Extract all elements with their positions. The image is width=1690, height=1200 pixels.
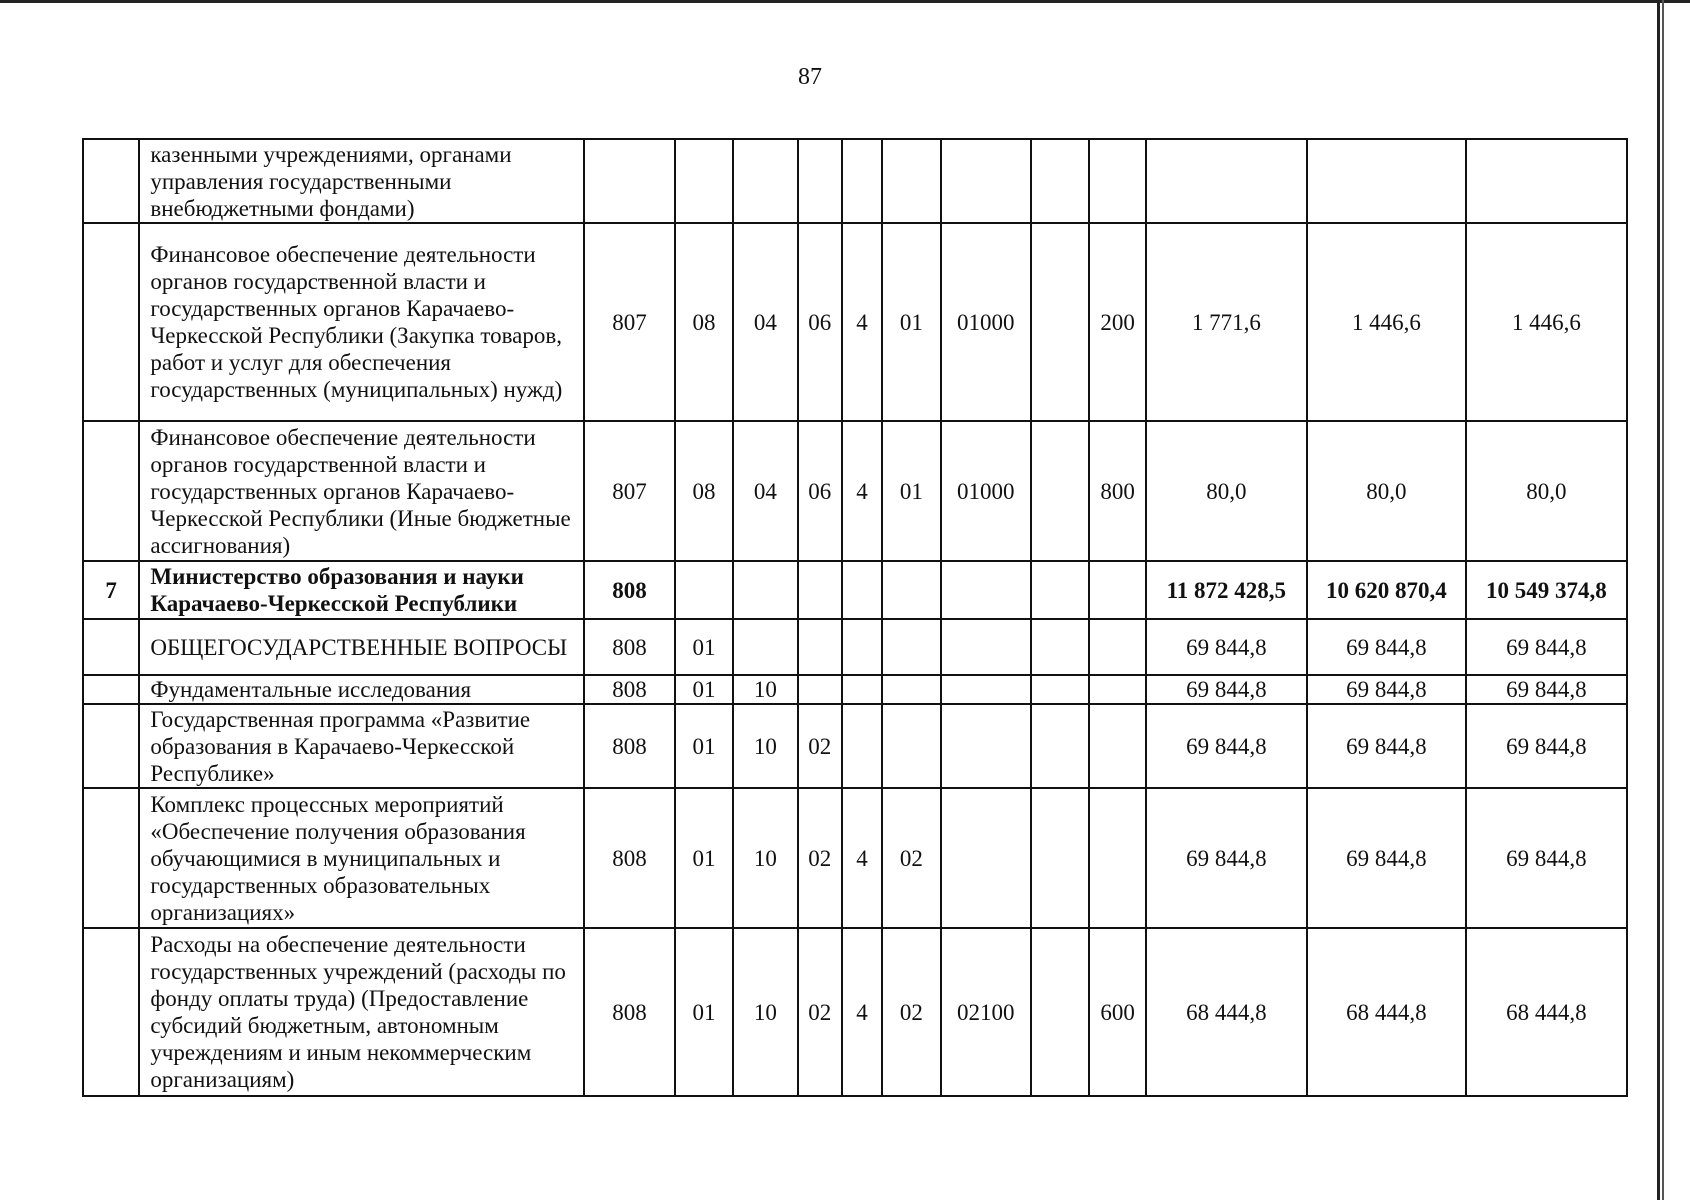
code-direction	[941, 561, 1032, 619]
code-ministry: 808	[584, 928, 675, 1096]
amount-year-2: 80,0	[1307, 421, 1466, 561]
row-name: Комплекс процессных мероприятий «Обеспечение получения образования обучающимися в муниципальных и государственных образовательных организациях»	[139, 788, 584, 928]
code-subprogram	[882, 675, 940, 704]
amount-year-3	[1466, 139, 1627, 223]
code-type	[842, 139, 882, 223]
row-name: Расходы на обеспечение деятельности государственных учреждений (расходы по фонду оплаты труда) (Предоставление субсидий бюджетным, автономным учреждениям и иным некоммерческим организациям)	[139, 928, 584, 1096]
row-name: Государственная программа «Развитие образования в Карачаево-Черкесской Республике»	[139, 704, 584, 788]
amount-year-2: 69 844,8	[1307, 704, 1466, 788]
table-row	[83, 619, 1627, 675]
code-section: 01	[675, 928, 733, 1096]
code-direction: 01000	[941, 223, 1032, 421]
code-program: 06	[798, 223, 842, 421]
code-subprogram: 02	[882, 788, 940, 928]
code-ministry: 808	[584, 619, 675, 675]
code-extra	[1031, 223, 1089, 421]
code-extra	[1031, 928, 1089, 1096]
row-name: Министерство образования и науки Карачаево-Черкесской Республики	[139, 561, 584, 619]
code-subsection	[733, 619, 797, 675]
code-section: 01	[675, 788, 733, 928]
code-program: 06	[798, 421, 842, 561]
code-program	[798, 619, 842, 675]
row-number	[83, 928, 139, 1096]
scan-border-right-inner	[1662, 0, 1664, 1200]
amount-year-2: 69 844,8	[1307, 619, 1466, 675]
amount-year-2: 69 844,8	[1307, 675, 1466, 704]
code-ministry: 808	[584, 561, 675, 619]
code-expense-type	[1089, 675, 1145, 704]
row-number	[83, 223, 139, 421]
table-row	[83, 928, 1627, 1096]
code-extra	[1031, 675, 1089, 704]
code-direction	[941, 788, 1032, 928]
page-number: 87	[798, 64, 822, 90]
code-program: 02	[798, 788, 842, 928]
row-name: Финансовое обеспечение деятельности органов государственной власти и государственных органов Карачаево-Черкесской Республики (Иные бюджетные ассигнования)	[139, 421, 584, 561]
amount-year-3: 69 844,8	[1466, 788, 1627, 928]
code-subprogram: 01	[882, 421, 940, 561]
code-subsection: 10	[733, 928, 797, 1096]
table-row	[83, 223, 1627, 421]
table-row	[83, 675, 1627, 704]
code-program: 02	[798, 928, 842, 1096]
amount-year-1: 69 844,8	[1146, 788, 1307, 928]
table-row	[83, 139, 1627, 223]
row-name: казенными учреждениями, органами управления государственными внебюджетными фондами)	[139, 139, 584, 223]
code-subprogram	[882, 139, 940, 223]
code-program: 02	[798, 704, 842, 788]
code-expense-type: 200	[1089, 223, 1145, 421]
amount-year-3: 10 549 374,8	[1466, 561, 1627, 619]
code-type	[842, 704, 882, 788]
code-section: 01	[675, 704, 733, 788]
code-direction: 01000	[941, 421, 1032, 561]
code-subprogram	[882, 619, 940, 675]
amount-year-1: 69 844,8	[1146, 619, 1307, 675]
code-ministry	[584, 139, 675, 223]
amount-year-3: 69 844,8	[1466, 704, 1627, 788]
code-direction	[941, 704, 1032, 788]
code-section	[675, 139, 733, 223]
code-extra	[1031, 421, 1089, 561]
table-row	[83, 704, 1627, 788]
code-direction	[941, 619, 1032, 675]
row-number	[83, 139, 139, 223]
code-subsection	[733, 561, 797, 619]
code-subsection	[733, 139, 797, 223]
code-section: 01	[675, 619, 733, 675]
code-ministry: 807	[584, 421, 675, 561]
amount-year-2: 69 844,8	[1307, 788, 1466, 928]
code-subsection: 10	[733, 704, 797, 788]
amount-year-2: 68 444,8	[1307, 928, 1466, 1096]
table-row	[83, 421, 1627, 561]
code-type: 4	[842, 928, 882, 1096]
row-number: 7	[83, 561, 139, 619]
code-expense-type	[1089, 619, 1145, 675]
code-expense-type	[1089, 704, 1145, 788]
amount-year-2: 1 446,6	[1307, 223, 1466, 421]
code-section	[675, 561, 733, 619]
code-direction	[941, 675, 1032, 704]
code-subprogram: 01	[882, 223, 940, 421]
code-extra	[1031, 139, 1089, 223]
amount-year-3: 69 844,8	[1466, 675, 1627, 704]
row-name: Финансовое обеспечение деятельности органов государственной власти и государственных органов Карачаево-Черкесской Республики (Закупка товаров, работ и услуг для обеспечения государственных (муниципальных) нужд)	[139, 223, 584, 421]
code-expense-type: 800	[1089, 421, 1145, 561]
code-extra	[1031, 619, 1089, 675]
code-expense-type: 600	[1089, 928, 1145, 1096]
code-expense-type	[1089, 788, 1145, 928]
code-type: 4	[842, 788, 882, 928]
code-direction: 02100	[941, 928, 1032, 1096]
code-section: 01	[675, 675, 733, 704]
code-subprogram: 02	[882, 928, 940, 1096]
code-type: 4	[842, 421, 882, 561]
code-type	[842, 561, 882, 619]
code-section: 08	[675, 421, 733, 561]
amount-year-3: 68 444,8	[1466, 928, 1627, 1096]
row-number	[83, 704, 139, 788]
row-name: ОБЩЕГОСУДАРСТВЕННЫЕ ВОПРОСЫ	[139, 619, 584, 675]
table-row	[83, 788, 1627, 928]
amount-year-1	[1146, 139, 1307, 223]
code-extra	[1031, 561, 1089, 619]
code-extra	[1031, 704, 1089, 788]
code-program	[798, 561, 842, 619]
code-type: 4	[842, 223, 882, 421]
amount-year-3: 1 446,6	[1466, 223, 1627, 421]
code-ministry: 808	[584, 675, 675, 704]
row-name: Фундаментальные исследования	[139, 675, 584, 704]
amount-year-1: 80,0	[1146, 421, 1307, 561]
amount-year-1: 68 444,8	[1146, 928, 1307, 1096]
scan-border-right	[1657, 0, 1660, 1200]
code-subsection: 10	[733, 788, 797, 928]
code-ministry: 808	[584, 788, 675, 928]
amount-year-1: 11 872 428,5	[1146, 561, 1307, 619]
code-program	[798, 675, 842, 704]
code-extra	[1031, 788, 1089, 928]
amount-year-1: 69 844,8	[1146, 675, 1307, 704]
amount-year-3: 69 844,8	[1466, 619, 1627, 675]
code-ministry: 808	[584, 704, 675, 788]
code-subprogram	[882, 561, 940, 619]
code-subprogram	[882, 704, 940, 788]
code-subsection: 10	[733, 675, 797, 704]
row-number	[83, 619, 139, 675]
amount-year-3: 80,0	[1466, 421, 1627, 561]
code-type	[842, 619, 882, 675]
code-section: 08	[675, 223, 733, 421]
code-subsection: 04	[733, 223, 797, 421]
code-subsection: 04	[733, 421, 797, 561]
code-expense-type	[1089, 139, 1145, 223]
row-number	[83, 788, 139, 928]
table-row	[83, 561, 1627, 619]
row-number	[83, 421, 139, 561]
amount-year-2: 10 620 870,4	[1307, 561, 1466, 619]
amount-year-1: 1 771,6	[1146, 223, 1307, 421]
code-ministry: 807	[584, 223, 675, 421]
budget-table	[82, 138, 1628, 1097]
code-expense-type	[1089, 561, 1145, 619]
scan-border-top	[0, 0, 1690, 3]
amount-year-1: 69 844,8	[1146, 704, 1307, 788]
code-program	[798, 139, 842, 223]
amount-year-2	[1307, 139, 1466, 223]
code-direction	[941, 139, 1032, 223]
code-type	[842, 675, 882, 704]
row-number	[83, 675, 139, 704]
